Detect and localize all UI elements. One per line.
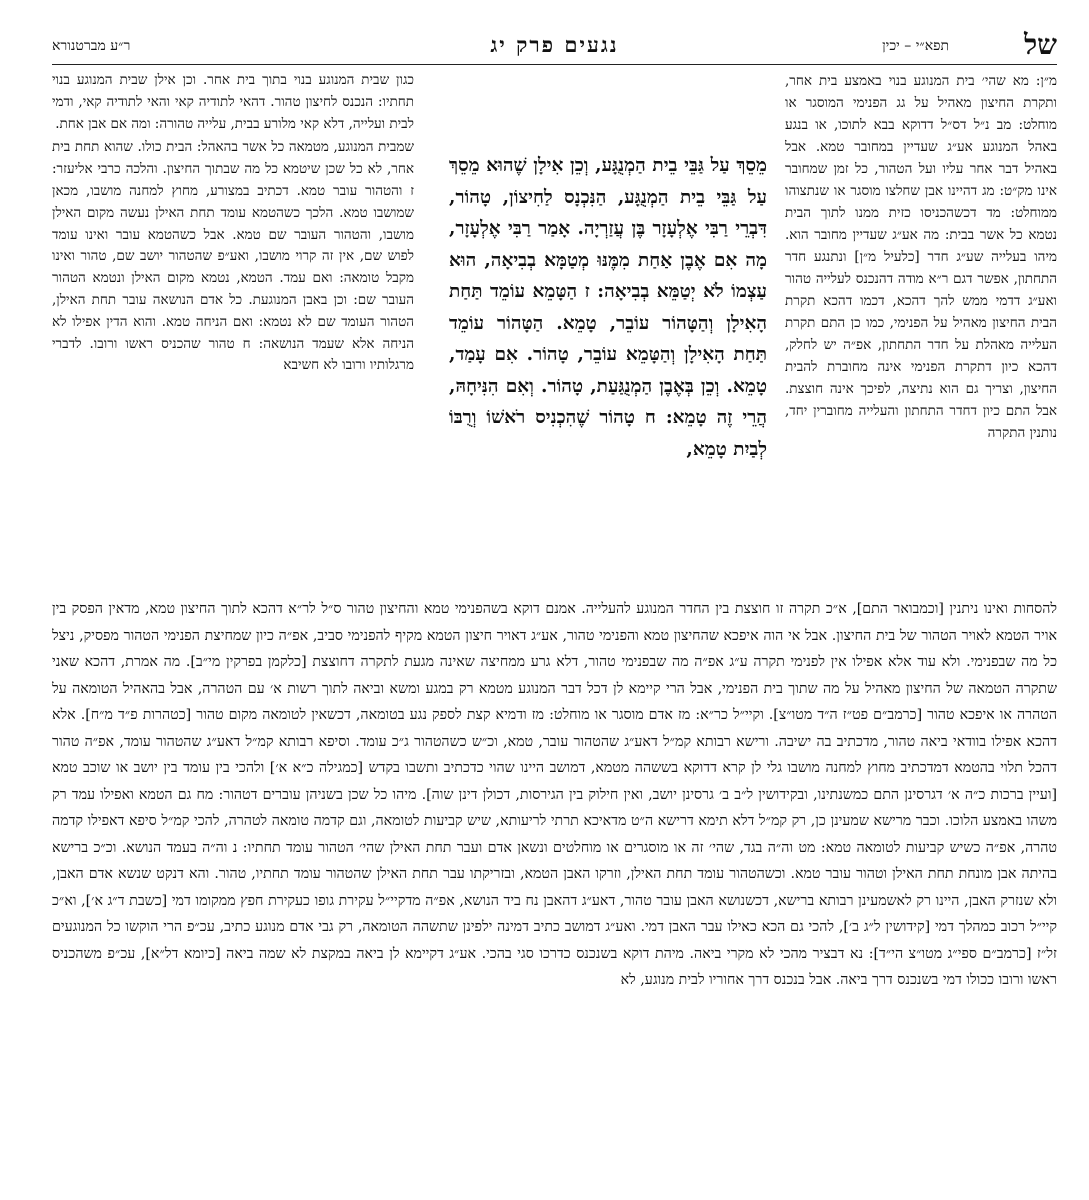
header-bartenura-label: ר״ע מברטנורא <box>52 38 131 54</box>
bartenura-text-top: כגון שבית המנוגע בנוי בתוך בית אחר. וכן אילן שבית המנוגע בנוי תחתיו: הנכנס לחיצון טהור. דהאי לתודיה קאי והאי לתודיה קאי, ודמי לבית ועלייה, דלא קאי מלורע בבית, עלייה טהורה: ומה אם אבן אחת. <box>52 72 414 132</box>
header-title: נגעים פרק יג <box>490 32 619 57</box>
tifereth-commentary-bottom: להסחות ואינו ניתנין [וכמבואר התם], א״כ תקרה זו חוצצת בין החדר המנוגע להעלייה. אמנם דוקא בשהפנימי טמא והחיצון טהור ס״ל לר״א דהכא לתוך החיצון טמא, מדאין הפסק בין אויר הטמא לאויר הטהור של בית החיצון. אבל אי הוה איפכא שהחיצון טמא והפנימי טהור, אע״ג דאויר חיצון הטמא מקיף להפנימי סביב, אפ״ה כיון שמחיצת הפנימי הטהור מפסיק, ניצל כל מה שבפנימי. ולא עוד אלא אפילו אין לפנימי תקרה ע״ג אפ״ה מה שבפנימי טהור, דלא גרע ממחיצה שאינה מגעת לתקרה דחוצצת [כלקמן בפרקין מי״ב]. מה אמרת, דהכא שאני שתקרה הטמאה של החיצון מאהיל על מה שתוך בית הפנימי, אבל הרי קיימא לן דכל דבר המנוגע מטמא רק במגע ומשא וביאה לתוך רשות א׳ עם הטהרה, אבל בהאהיל הטומאה על הטהרה או איפכא טהור [כרמב״ם פט״ז ה״ד מטו״צ]. וקיי״ל כר״א: מז אדם מוסגר או מוחלט: מז ודמיא קצת לספק נגע בטומאה, דכשאין לטומאה מקום טהור [כטהרות פ״ד מ״ח]. אלא דהכא אפילו בוודאי ביאה טהור, מדכתיב בה ישיבה. ורישא רבותא קמ״ל דאע״ג שהטהור עובר, טמא, וכ״ש כשהטהור ג״כ עומד. וסיפא רבותא קמ״ל דאע״ג שהטהור עומד, אפ״ה טהור דהכל תלוי בהטמא דמדכתיב מחוץ למחנה מושבו גלי לן קרא דדוקא בששהה מטמא, דמושב היינו שהוי כדכתיב ותשבו בקדש [כמגילה כ״א א׳] ולהכי בין עומד בין יושב או שוכב טמא [ועיין ברכות כ״ה א׳ דגרסינן התם כמשנתינו, ובקידושין ל״ב ב׳ גרסינן יושב, ואין חילוק בין הגירסות, דכולן דינן שוה]. מיהו כל שכן בשניהן עוברים דטהור: מח גם הטמא ואפילו עמד רק משהו באמצע הלוכו. וכבר מרישא שמעינן כן, רק קמ״ל דלא תימא דרישא ה״ט מדאיכא תרתי לריעותא, שיש קביעות לטומאה, וגם קדמה טומאה לטהרה, להכי קמ״ל סיפא דאפילו קדמה טהרה, אפ״ה כשיש קביעות לטומאה טמא: מט וה״ה בגד, שהי׳ זה או מוסגרים או מוחלטים ונשאן אדם ועבר תחת האילן שהי׳ הטהור עומד תחתיו: נ וה״ה בעמד הנושא. וכ״כ ברישא בהיתה אבן מונחת תחת האילן וטהור עובר טמא. וכשהטהור עומד תחת האילן, וזרקו האבן הטמא, ובזריקתו עבר תחת האילן שהטהור עומד תחתיו, טהור. והא דנקט שנשא אדם האבן, ולא שנזרק האבן, היינו רק לאשמעינן רבותא ברישא, דכשנושא האבן עובר טהור, דאע״ג דהאבן נח ביד הנושא, אפ״ה מדקיי״ל עקירת גופו כעקירת חפץ ממקומו דמי [כשבת ד״ג א׳], וא״כ קיי״ל רכוב כמהלך דמי [קידושין ל״ג ב׳], להכי גם הכא כאילו עבר האבן דמי. ואע״ג דמושב כתיב דמינה ילפינן שתשהה הטומאה, רק גבי אדם מנוגע כתיב, עכ״פ הרי הוקשו כל המנוגעים זל״ז [כרמב״ם ספי״ג מטו״צ הי״ד]: נא דבציר מהכי לא מקרי ביאה. מיהת דוקא בשנכנס כדרכו סגי בהכי. אע״ג דקיימא לן ביאה במקצת לא שמה ביאה [כיומא דל״א], עכ״פ משהכניס ראשו ורובו ככולו דמי בשנכנס דרך ביאה. אבל בנכנס דרך אחוריו לבית מנוגע, לא <box>52 601 1057 988</box>
tifereth-commentary-right <box>785 70 1057 616</box>
header-mark: של <box>1024 28 1057 61</box>
header-tifereth-label: תפא״י – יכין <box>882 38 949 54</box>
bartenura-commentary <box>52 70 414 606</box>
mishnah-text: מֵסֵךְ עַל גַּבֵּי בֵית הַמְנֻגָּע, וְכֵן אִילָן שֶׁהוּא מֵסֵךְ עַל גַּבֵּי בֵית הַמְנֻגָּע, הַנִּכְנָס לַחִיצוֹן, טָהוֹר, דִּבְרֵי רַבִּי אֶלְעָזָר בֶּן עֲזַרְיָה. אָמַר רַבִּי אֶלְעָזָר, מָה אִם אֶבֶן אַחַת מִמֶּנּוּ מְטַמָּא בְבִיאָה, הוּא עַצְמוֹ לֹא יְטַמֵּא בְבִיאָה: ז הַטָּמֵא עוֹמֵד תַּחַת הָאִילָן וְהַטָּהוֹר עוֹבֵר, טָמֵא. הַטָּהוֹר עוֹמֵד תַּחַת הָאִילָן וְהַטָּמֵא עוֹבֵר, טָהוֹר. אִם עָמַד, טָמֵא. וְכֵן בְּאֶבֶן הַמְנֻגַּעַת, טָהוֹר. וְאִם הִנִּיחָהּ, הֲרֵי זֶה טָמֵא: ח טָהוֹר שֶׁהִכְנִיס רֹאשׁוֹ וְרֻבּוֹ לְבַיִת טָמֵא, <box>449 155 767 460</box>
bartenura-text: שמבית המנוגע, מטמאה כל אשר בהאהל: הבית כולו. שהוא תחת בית אחר, לא כל שכן שיטמא כל מה שבתוך החיצון. והלכה כרבי אליעזר: ז והטהור עובר טמא. דכתיב במצורע, מחוץ למחנה מושבו, מכאן שמושבו טמא. הלכך כשהטמא עומד תחת האילן נעשה מקום האילן מושבו, והטהור העובר שם טמא. אבל כשהטמא עובר ואינו עומד לפוש שם, אין זה קרוי מושבו, ואע״פ שהטהור יושב שם, טהור ואינו מקבל טומאה: ואם עמד. הטמא, נטמא מקום האילן ונטמא הטהור העובר שם: וכן באבן המנוגעת. כל אדם הנושאה עובר תחת האילן, הטהור העומד שם לא נטמא: ואם הניחה טמא. והוא הדין אפילו לא הניחה אלא שעמד הנושאה: ח טהור שהכניס ראשו ורובו. לדברי מרגלותיו ורובו לא חשיבא <box>52 139 414 374</box>
tifereth-text: מ״ן: מא שהי׳ בית המנוגע בנוי באמצע בית אחר, ותקרת החיצון מאהיל על גג הפנימי המוסגר או מוחלט: מב נ״ל דס״ל דדוקא בבא לתוכו, או בנגע באהל המנוגע אע״ג שעדיין במחובר טמא. אבל באהיל דבר אחר עליו ועל הטהור, כל זמן שמחובר אינו מק״ט: מג דהיינו אבן שחלצו מוסגר או שנתצוהו ממוחלט: מד דכשהכניסו כזית ממנו לתוך הבית נטמא כל אשר בבית: מה אע״ג שעדיין מחובר הוא. מיהו בעלייה שע״ג חדר [כלעיל מ״ן] ונתנגע חדר התחתון, אפשר דגם ר״א מודה דהנכנס לעלייה טהור ואע״ג דדמי ממש להך דהכא, דכמו דהכא תקרת הבית החיצון מאהיל על הפנימי, כמו כן התם תקרת העלייה מאהלת על חדר התחתון, אפ״ה יש לחלק, דהכא כיון דתקרת הפנימי אינה מחוברת להבית החיצון, וצריך גם הוא נתיצה, לפיכך אינה חוצצת. אבל התם כיון דחדר התחתון והעלייה מחוברין יחד, נותנין התקרה <box>785 73 1057 441</box>
page-header <box>52 30 1057 65</box>
